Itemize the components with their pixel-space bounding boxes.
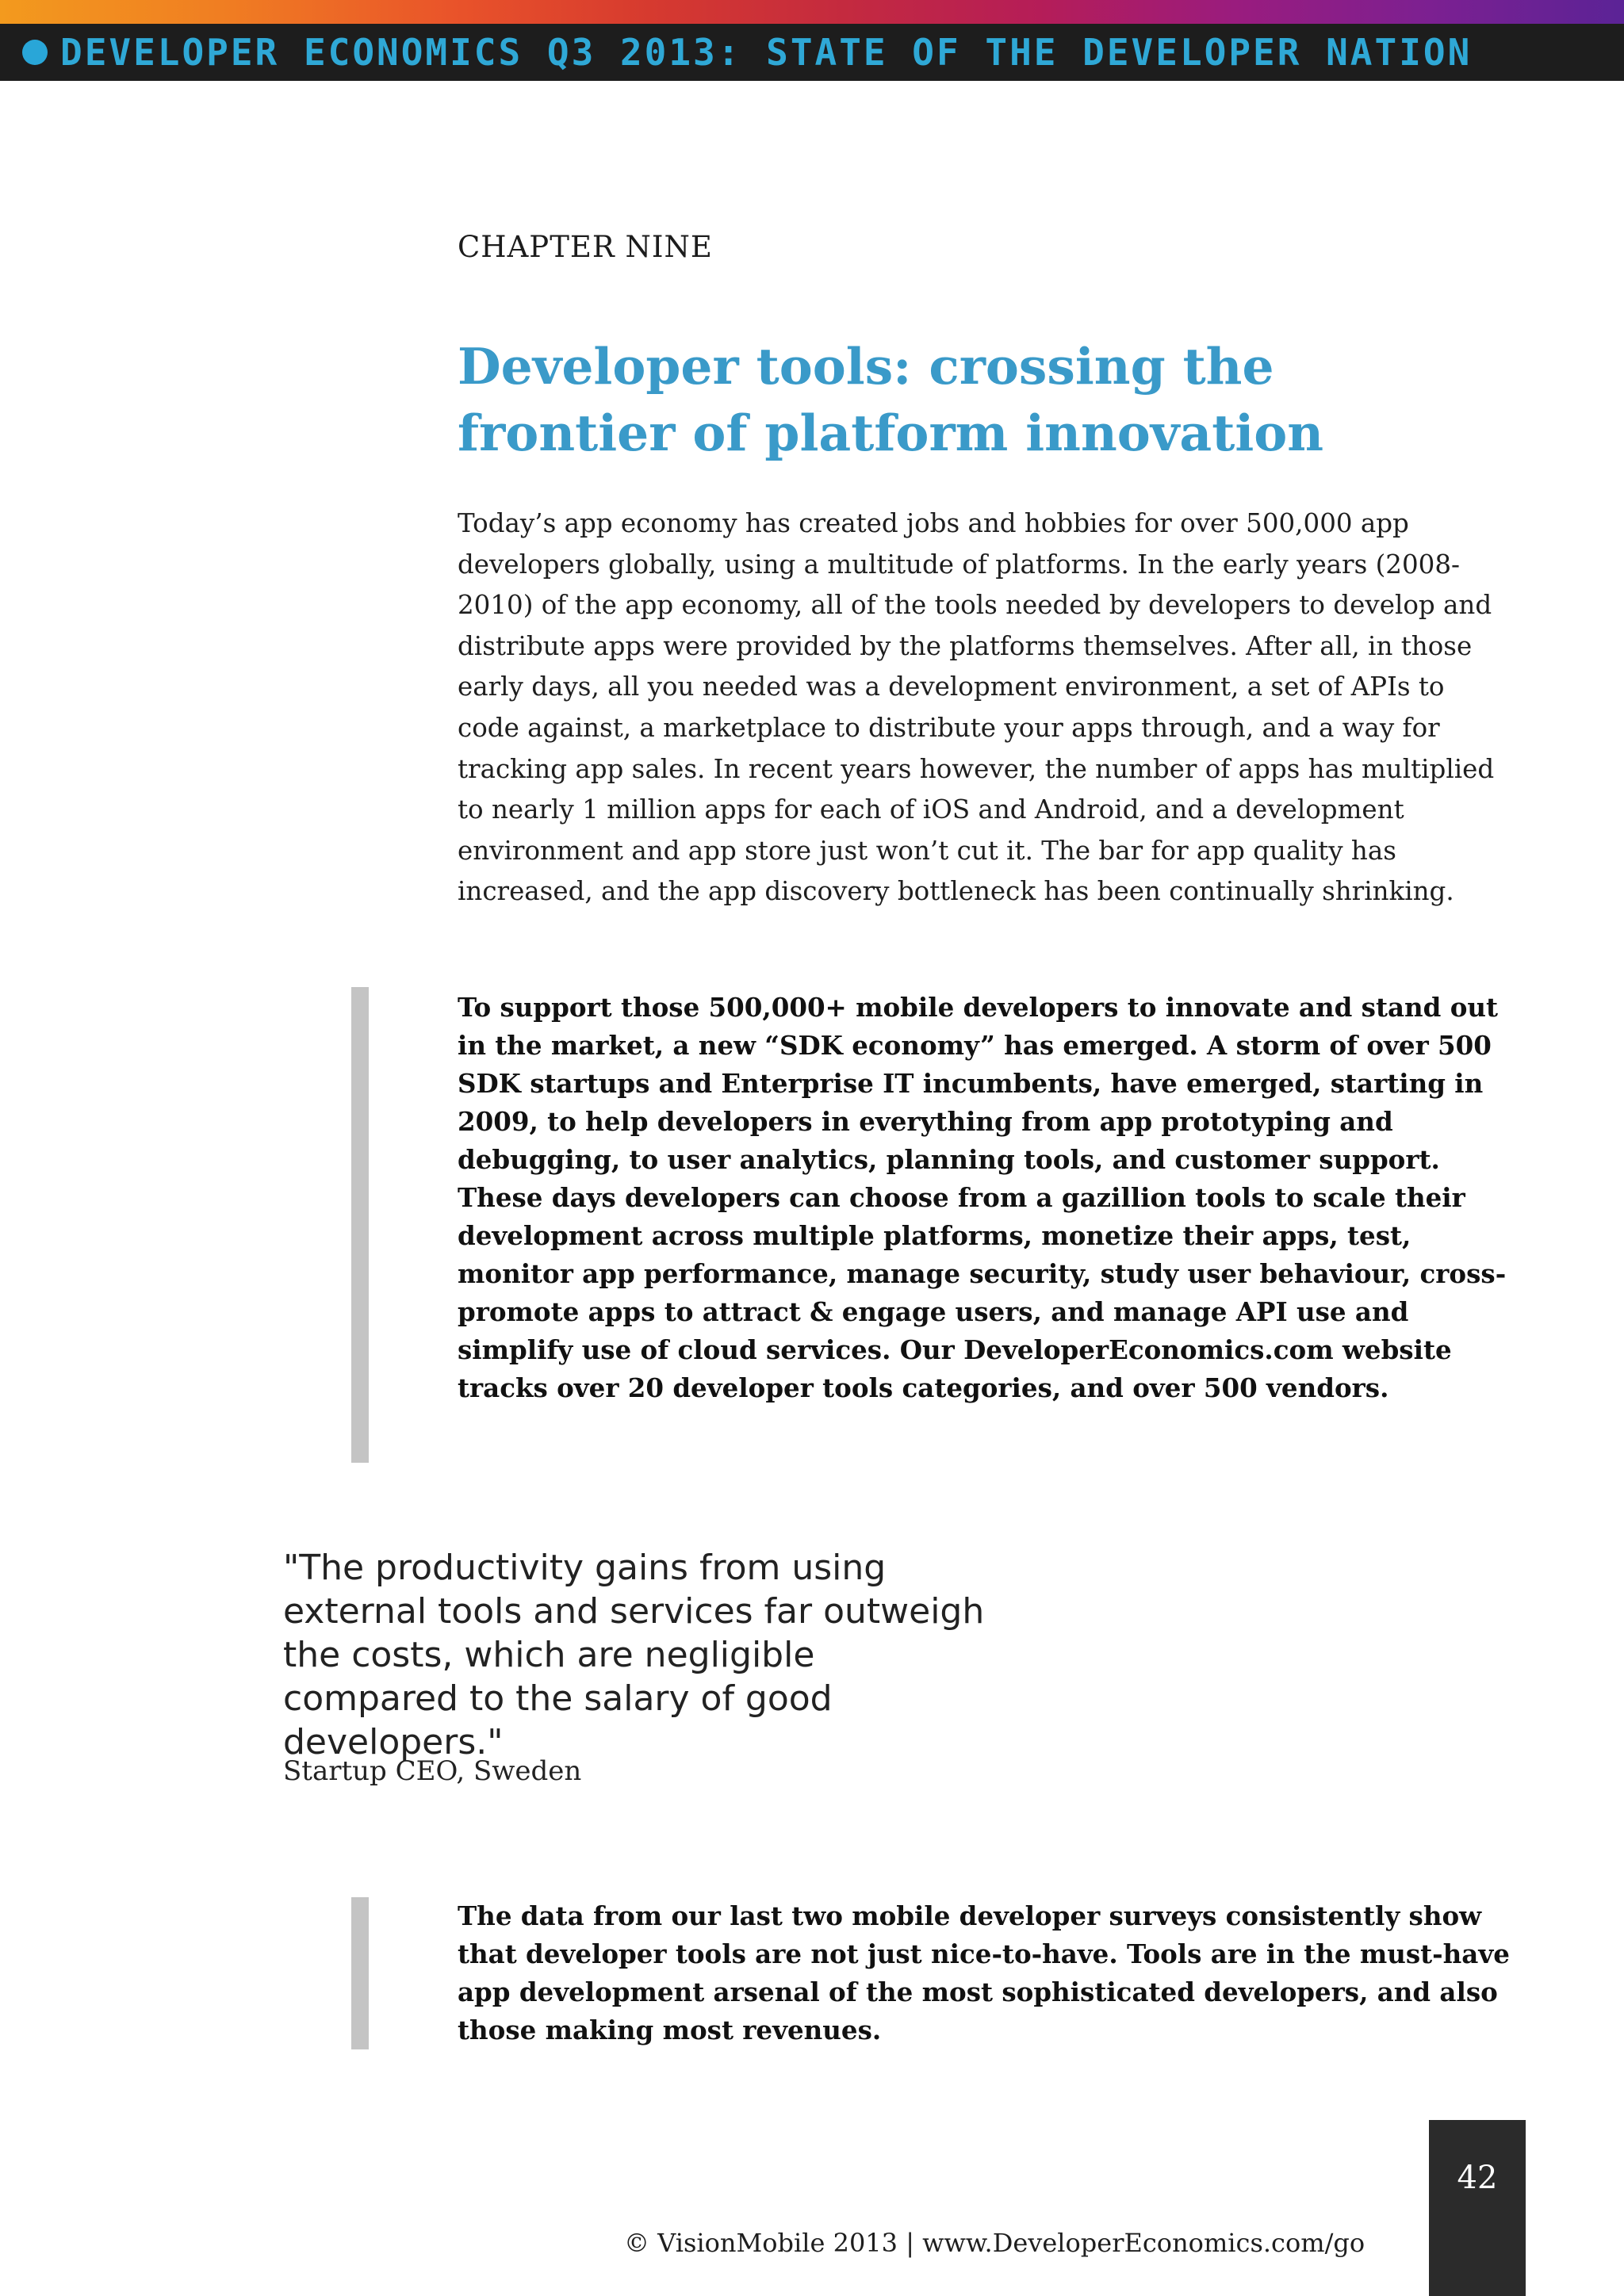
page-number: 42 [1457,2160,1498,2196]
highlight-callout-sdk-economy [351,987,1525,1463]
callout-bar [351,1897,369,2049]
report-header [0,24,1624,81]
page-number-box [1429,2120,1526,2296]
highlight-callout-survey-data [351,1897,1525,2049]
intro-paragraph: Today’s app economy has created jobs and hobbies for over 500,000 app developers globally, using a multitude of platforms. In the early years (2008-2010) of the app economy, all of the tools needed by developers to develop and distribute apps were provided by the platforms themselves. After all, in those early days, all you needed was a development environment, a set of APIs to code against, a marketplace to distribute your apps through, and a way for tracking app sales. In recent years however, the number of apps has multiplied to nearly 1 million apps for each of iOS and Android, and a development environment and app store just won’t cut it. The bar for app quality has increased, and the app discovery bottleneck has been continually shrinking. [458,508,1495,907]
bullet-dot-icon [22,40,48,65]
pull-quote: "The productivity gains from using external tools and services far outweigh the costs, which are negligible compared to the salary of good developers." [283,1548,985,1762]
footer-copyright: © VisionMobile 2013 | www.DeveloperEconomics.com/go [624,2228,1365,2258]
report-title: DEVELOPER ECONOMICS Q3 2013: STATE OF THE DEVELOPER NATION [60,31,1473,74]
header-color-stripe [0,0,1624,24]
callout-text: The data from our last two mobile developer surveys consistently show that developer tools are not just nice-to-have. Tools are in the must-have app development arsenal of the most sophisticated developers, and also those making most revenues. [458,1900,1510,2045]
quote-attribution: Startup CEO, Sweden [283,1755,582,1787]
chapter-label: CHAPTER NINE [458,230,713,264]
chapter-title: Developer tools: crossing the frontier of platform innovation [458,337,1324,462]
callout-text: To support those 500,000+ mobile developers to innovate and stand out in the market, a new “SDK economy” has emerged. A storm of over 500 SDK startups and Enterprise IT incumbents, have emerged, starting in 2009, to help developers in everything from app prototyping and debugging, to user analytics, planning tools, and customer support. These days developers can choose from a gazillion tools to scale their development across multiple platforms, monetize their apps, test, monitor app performance, manage security, study user behaviour, cross-promote apps to attract & engage users, and manage API use and simplify use of cloud services. Our DeveloperEconomics.com website tracks over 20 developer tools categories, and over 500 vendors. [458,992,1507,1403]
callout-bar [351,987,369,1463]
